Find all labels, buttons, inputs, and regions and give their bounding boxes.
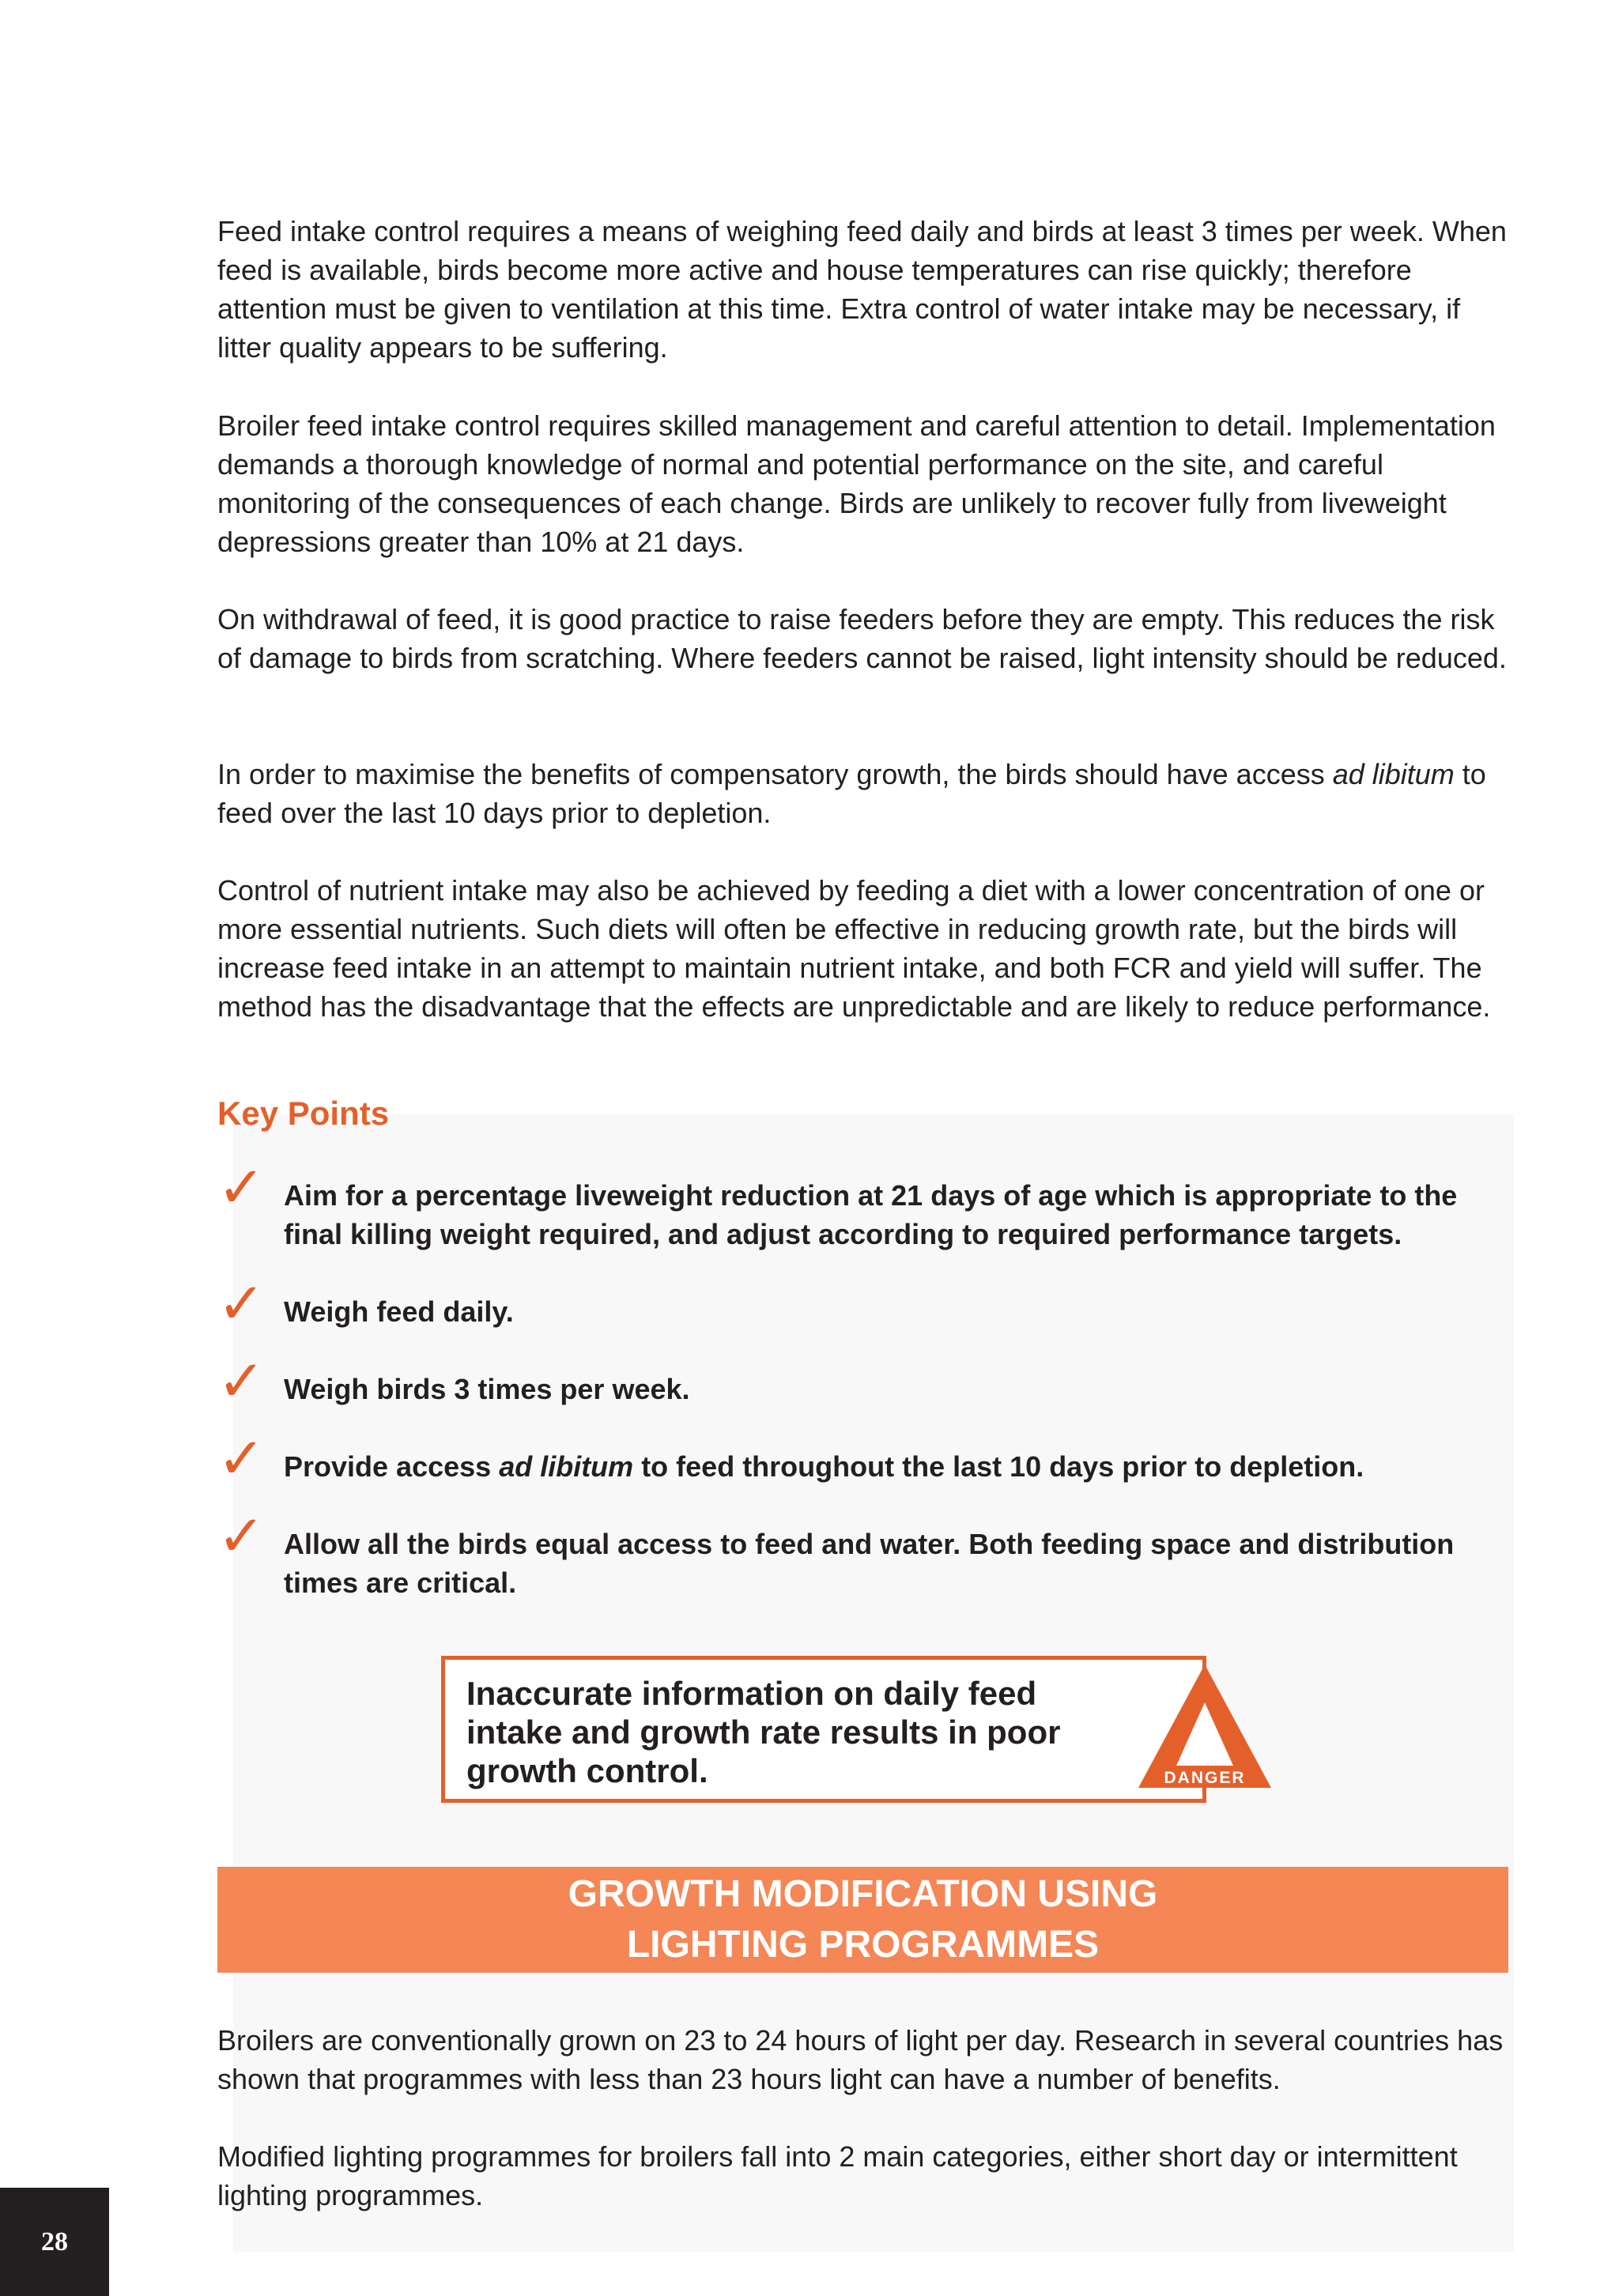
key-point-text: Provide access ad libitum to feed throughout the last 10 days prior to depletion.: [284, 1450, 1364, 1483]
checkmark-icon: ✓: [217, 1154, 266, 1220]
ad-libitum-term: ad libitum: [1332, 758, 1455, 790]
warning-box: [441, 1656, 1206, 1803]
section-title-line2: LIGHTING PROGRAMMES: [626, 1924, 1100, 1966]
paragraph-lighting-categories: Modified lighting programmes for broilers fall into 2 main categories, either short day or intermittent lighting programmes.: [217, 2140, 1458, 2211]
checkmark-icon: ✓: [217, 1502, 266, 1569]
paragraph-feed-weighing: Feed intake control requires a means of weighing feed daily and birds at least 3 times per week. When feed is available, birds become more active and house temperatures can rise quickly; therefore attention must be given to ventilation at this time. Extra control of water intake may be necessary, if litter quality appears to be suffering.: [217, 215, 1507, 364]
paragraph-skilled-management: Broiler feed intake control requires skilled management and careful attention to detail. Implementation demands a thorough knowledge of normal and potential performance on the site, and careful monitoring of the consequences of each change. Birds are unlikely to recover fully from liveweight depressions greater than 10% at 21 days.: [217, 409, 1496, 558]
key-point-text: Weigh feed daily.: [284, 1295, 514, 1328]
paragraph-compensatory-growth: In order to maximise the benefits of compensatory growth, the birds should have access ad libitum to feed over the last 10 days prior to depletion.: [217, 758, 1486, 829]
checkmark-icon: ✓: [217, 1270, 266, 1337]
ad-libitum-term: ad libitum: [499, 1450, 634, 1483]
paragraph-nutrient-intake: Control of nutrient intake may also be achieved by feeding a diet with a lower concentration of one or more essential nutrients. Such diets will often be effective in reducing growth rate, but the birds will increase feed intake in an attempt to maintain nutrient intake, and both FCR and yield will suffer. The method has the disadvantage that the effects are unpredictable and are likely to reduce performance.: [217, 874, 1491, 1023]
paragraph-feed-withdrawal: On withdrawal of feed, it is good practice to raise feeders before they are empty. This reduces the risk of damage to birds from scratching. Where feeders cannot be raised, light intensity should be reduced.: [217, 603, 1507, 674]
section-banner: [217, 1867, 1508, 1973]
paragraph-lighting-hours: Broilers are conventionally grown on 23 to 24 hours of light per day. Research in several countries has shown that programmes with less than 23 hours light can have a number of benefits.: [217, 2024, 1504, 2095]
page-number: 28: [0, 2188, 109, 2296]
danger-label: DANGER: [1164, 1769, 1246, 1787]
key-points-heading: Key Points: [217, 1095, 390, 1132]
checkmark-icon: ✓: [217, 1425, 266, 1491]
section-title-line1: GROWTH MODIFICATION USING: [568, 1873, 1158, 1915]
key-point-text: Allow all the birds equal access to feed and water. Both feeding space and distribution times are critical.: [284, 1528, 1455, 1599]
key-point-text: Weigh birds 3 times per week.: [284, 1373, 690, 1405]
danger-warning-triangle-icon: [1135, 1661, 1274, 1789]
warning-text: Inaccurate information on daily feed intake and growth rate results in poor growth control.: [466, 1675, 1061, 1789]
key-point-text: Aim for a percentage liveweight reduction at 21 days of age which is appropriate to the final killing weight required, and adjust according to required performance targets.: [284, 1179, 1458, 1250]
checkmark-icon: ✓: [217, 1348, 266, 1414]
